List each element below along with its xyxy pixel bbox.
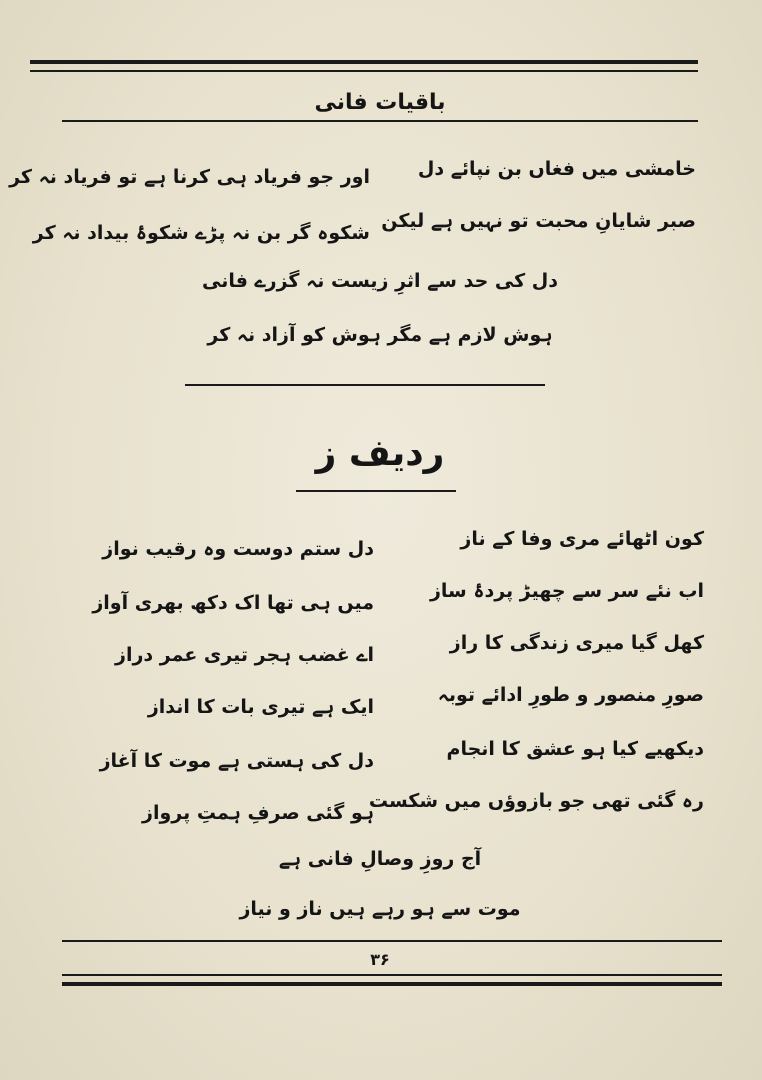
section-rule bbox=[185, 384, 545, 386]
main-verse-right-4: صورِ منصور و طورِ ادائے توبہ bbox=[437, 684, 704, 706]
main-maqta-line-2: موت سے ہو رہے ہیں ناز و نیاز bbox=[239, 898, 521, 920]
footer-rule-thick bbox=[62, 982, 722, 986]
section-title: ردیف ز bbox=[315, 433, 445, 474]
top-verse-left-1: اور جو فریاد ہی کرنا ہے تو فریاد نہ کر bbox=[9, 166, 370, 188]
main-verse-left-5: دل کی ہستی ہے موت کا آغاز bbox=[99, 750, 374, 772]
top-rule-thin bbox=[30, 70, 698, 72]
main-verse-right-6: رہ گئی تھی جو بازوؤں میں شکست bbox=[368, 790, 704, 812]
top-verse-right-2: صبر شایانِ محبت تو نہیں ہے لیکن bbox=[381, 210, 696, 232]
top-rule-thick bbox=[30, 60, 698, 64]
top-maqta-line-2: ہوش لازم ہے مگر ہوش کو آزاد نہ کر bbox=[207, 324, 553, 346]
main-verse-left-4: ایک ہے تیری بات کا انداز bbox=[147, 696, 374, 718]
main-verse-left-6: ہو گئی صرفِ ہمتِ پرواز bbox=[142, 802, 374, 824]
main-verse-left-1: دل ستم دوست وہ رقیب نواز bbox=[102, 538, 374, 560]
header-rule bbox=[62, 120, 698, 122]
top-verse-left-2: شکوہ گر بن نہ پڑے شکوۂ بیداد نہ کر bbox=[32, 222, 370, 244]
main-verse-right-3: کھل گیا میری زندگی کا راز bbox=[449, 632, 704, 654]
main-verse-left-3: اے غضب ہجر تیری عمر دراز bbox=[115, 644, 374, 666]
top-verse-right-1: خامشی میں فغاں بن نپائے دل bbox=[417, 158, 696, 180]
top-maqta-line-1: دل کی حد سے اثرِ زیست نہ گزرے فانی bbox=[201, 270, 559, 292]
footer-rule-thin bbox=[62, 974, 722, 976]
main-verse-right-2: اب نئے سر سے چھیڑ پردۂ ساز bbox=[429, 580, 704, 602]
page-number: ۳۶ bbox=[370, 950, 390, 969]
main-verse-right-1: کون اٹھائے مری وفا کے ناز bbox=[460, 528, 704, 550]
main-maqta-line-1: آج روزِ وصالِ فانی ہے bbox=[278, 848, 482, 870]
main-verse-right-5: دیکھیے کیا ہو عشق کا انجام bbox=[446, 738, 704, 760]
running-header-title: باقیات فانی bbox=[314, 90, 446, 115]
footer-rule-top bbox=[62, 940, 722, 942]
main-verse-left-2: میں ہی تھا اک دکھ بھری آواز bbox=[92, 592, 374, 614]
section-title-underline bbox=[296, 490, 456, 492]
